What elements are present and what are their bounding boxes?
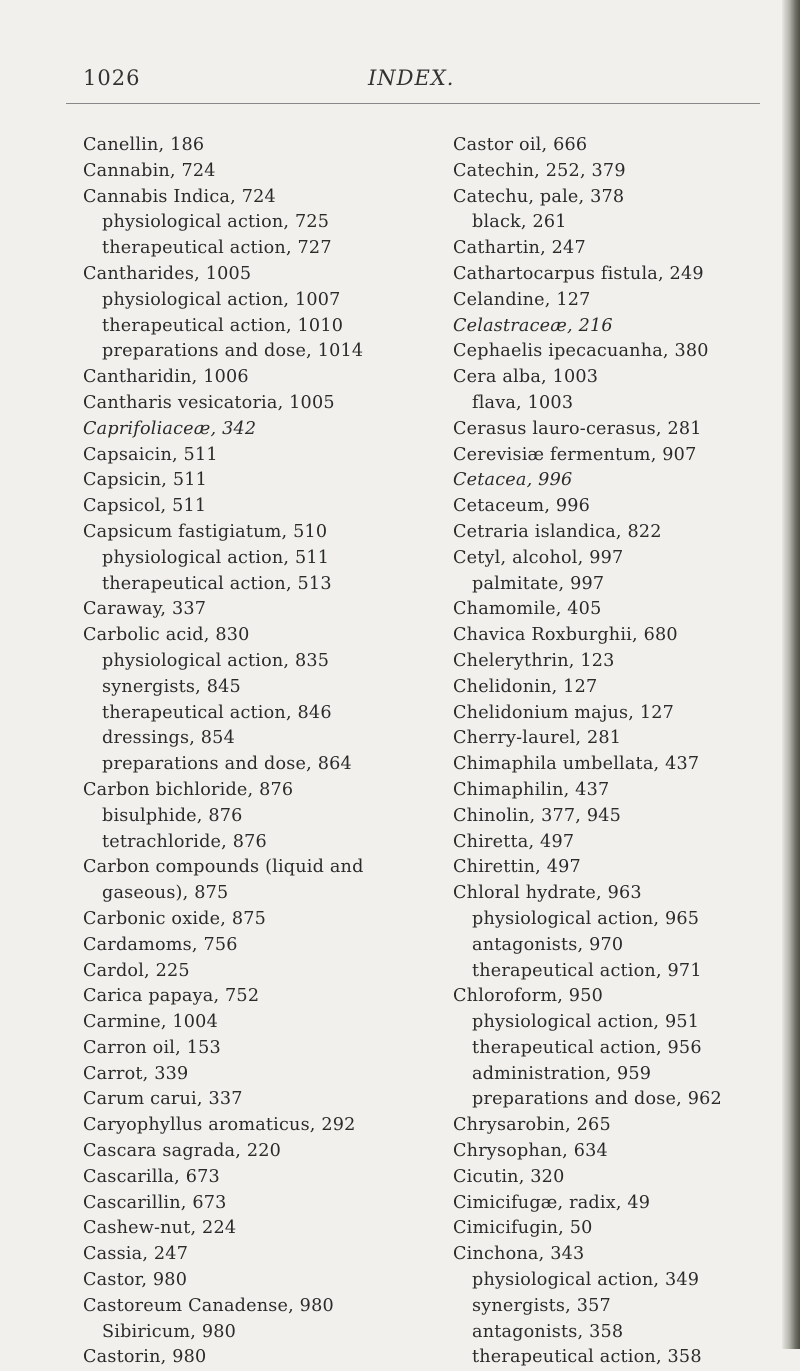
index-entry: Capsaicin, 511 (83, 444, 218, 465)
index-entry: Cicutin, 320 (453, 1166, 565, 1187)
index-entry: Cantharis vesicatoria, 1005 (83, 392, 335, 413)
index-entry: Cathartocarpus fistula, 249 (453, 263, 704, 284)
index-entry: Carmine, 1004 (83, 1012, 218, 1033)
index-entry: Carbon bichloride, 876 (83, 779, 294, 800)
index-subentry: therapeutical action, 358 (472, 1347, 702, 1368)
index-entry: Chamomile, 405 (453, 599, 602, 620)
index-entry: Cannabin, 724 (83, 160, 216, 181)
index-subentry: preparations and dose, 1014 (102, 341, 364, 362)
index-entry: Cinchona, 343 (453, 1244, 585, 1265)
index-entry: Cimicifugæ, radix, 49 (453, 1192, 651, 1213)
index-subentry: physiological action, 511 (102, 547, 330, 568)
index-entry: Chinolin, 377, 945 (453, 805, 622, 826)
index-subentry: gaseous), 875 (102, 883, 229, 904)
index-entry: Cerasus lauro-cerasus, 281 (453, 418, 702, 439)
index-entry: Cascarilla, 673 (83, 1166, 220, 1187)
index-entry: Celastraceæ, 216 (453, 315, 613, 336)
index-entry: Cephaelis ipecacuanha, 380 (453, 341, 709, 362)
index-subentry: palmitate, 997 (472, 573, 605, 594)
index-entry: Cetyl, alcohol, 997 (453, 547, 624, 568)
index-entry: Capsicol, 511 (83, 496, 207, 517)
index-column-right (453, 133, 783, 1371)
index-entry: Castoreum Canadense, 980 (83, 1295, 334, 1316)
index-subentry: therapeutical action, 846 (102, 702, 332, 723)
index-subentry: antagonists, 970 (472, 934, 624, 955)
page-edge-shadow (782, 0, 800, 1349)
index-subentry: antagonists, 358 (472, 1321, 624, 1342)
index-entry: Carbolic acid, 830 (83, 625, 250, 646)
index-entry: Carica papaya, 752 (83, 986, 260, 1007)
index-subentry: therapeutical action, 727 (102, 238, 332, 259)
index-entry: Cetacea, 996 (453, 470, 573, 491)
index-entry: Cantharidin, 1006 (83, 367, 249, 388)
index-entry: Chimaphila umbellata, 437 (453, 754, 700, 775)
index-subentry: physiological action, 965 (472, 908, 700, 929)
index-entry: Celandine, 127 (453, 289, 591, 310)
index-subentry: Sibiricum, 980 (102, 1321, 237, 1342)
index-entry: Carrot, 339 (83, 1063, 189, 1084)
index-entry: Cetraria islandica, 822 (453, 521, 662, 542)
index-entry: Chrysophan, 634 (453, 1141, 608, 1162)
index-entry: Cascara sagrada, 220 (83, 1141, 282, 1162)
index-entry: Cimicifugin, 50 (453, 1218, 593, 1239)
index-entry: Cardol, 225 (83, 960, 190, 981)
index-subentry: physiological action, 1007 (102, 289, 341, 310)
index-subentry: therapeutical action, 1010 (102, 315, 344, 336)
index-subentry: preparations and dose, 962 (472, 1089, 722, 1110)
index-entry: Chelidonin, 127 (453, 676, 598, 697)
index-entry: Canellin, 186 (83, 135, 205, 155)
index-entry: Chirettin, 497 (453, 857, 581, 878)
index-entry: Cannabis Indica, 724 (83, 186, 276, 207)
index-entry: Cetaceum, 996 (453, 496, 591, 517)
running-head: INDEX. (368, 66, 455, 90)
index-entry: Chrysarobin, 265 (453, 1115, 611, 1136)
index-entry: Cassia, 247 (83, 1244, 189, 1265)
index-subentry: physiological action, 725 (102, 212, 330, 233)
index-subentry: therapeutical action, 971 (472, 960, 702, 981)
index-entry: Cardamoms, 756 (83, 934, 238, 955)
index-subentry: flava, 1003 (472, 392, 574, 413)
index-entry: Chloroform, 950 (453, 986, 603, 1007)
index-entry: Chavica Roxburghii, 680 (453, 625, 678, 646)
index-entry: Cascarillin, 673 (83, 1192, 227, 1213)
index-entry: Cashew-nut, 224 (83, 1218, 237, 1239)
index-subentry: black, 261 (472, 212, 567, 233)
index-entry: Capsicin, 511 (83, 470, 208, 491)
index-entry: Caryophyllus aromaticus, 292 (83, 1115, 356, 1136)
index-entry: Cera alba, 1003 (453, 367, 599, 388)
index-entry: Carbon compounds (liquid and (83, 857, 364, 878)
page-header (0, 66, 780, 106)
index-entry: Carron oil, 153 (83, 1037, 221, 1058)
index-subentry: physiological action, 835 (102, 650, 330, 671)
page-number: 1026 (83, 66, 141, 90)
index-entry: Castor oil, 666 (453, 135, 588, 155)
index-entry: Cantharides, 1005 (83, 263, 252, 284)
index-entry: Cerevisiæ fermentum, 907 (453, 444, 697, 465)
index-entry: Caprifoliaceæ, 342 (83, 418, 257, 439)
index-column-left (83, 133, 453, 1371)
index-entry: Chloral hydrate, 963 (453, 883, 642, 904)
index-subentry: tetrachloride, 876 (102, 831, 267, 852)
index-subentry: synergists, 357 (472, 1295, 611, 1316)
index-subentry: therapeutical action, 956 (472, 1037, 702, 1058)
index-subentry: dressings, 854 (102, 728, 235, 749)
index-entry: Castorin, 980 (83, 1347, 207, 1368)
index-entry: Chelerythrin, 123 (453, 650, 615, 671)
index-subentry: administration, 959 (472, 1063, 652, 1084)
index-entry: Chimaphilin, 437 (453, 779, 610, 800)
index-entry: Catechu, pale, 378 (453, 186, 625, 207)
header-rule (66, 103, 760, 104)
index-entry: Chelidonium majus, 127 (453, 702, 675, 723)
index-entry: Cherry-laurel, 281 (453, 728, 622, 749)
index-entry: Chiretta, 497 (453, 831, 575, 852)
index-subentry: synergists, 845 (102, 676, 241, 697)
index-subentry: therapeutical action, 513 (102, 573, 332, 594)
index-entry: Caraway, 337 (83, 599, 207, 620)
index-entry: Cathartin, 247 (453, 238, 586, 259)
index-entry: Catechin, 252, 379 (453, 160, 626, 181)
index-entry: Castor, 980 (83, 1270, 188, 1291)
index-entry: Capsicum fastigiatum, 510 (83, 521, 328, 542)
index-subentry: physiological action, 951 (472, 1012, 700, 1033)
index-entry: Carum carui, 337 (83, 1089, 243, 1110)
index-subentry: bisulphide, 876 (102, 805, 243, 826)
index-subentry: preparations and dose, 864 (102, 754, 352, 775)
index-subentry: physiological action, 349 (472, 1270, 700, 1291)
index-entry: Carbonic oxide, 875 (83, 908, 267, 929)
